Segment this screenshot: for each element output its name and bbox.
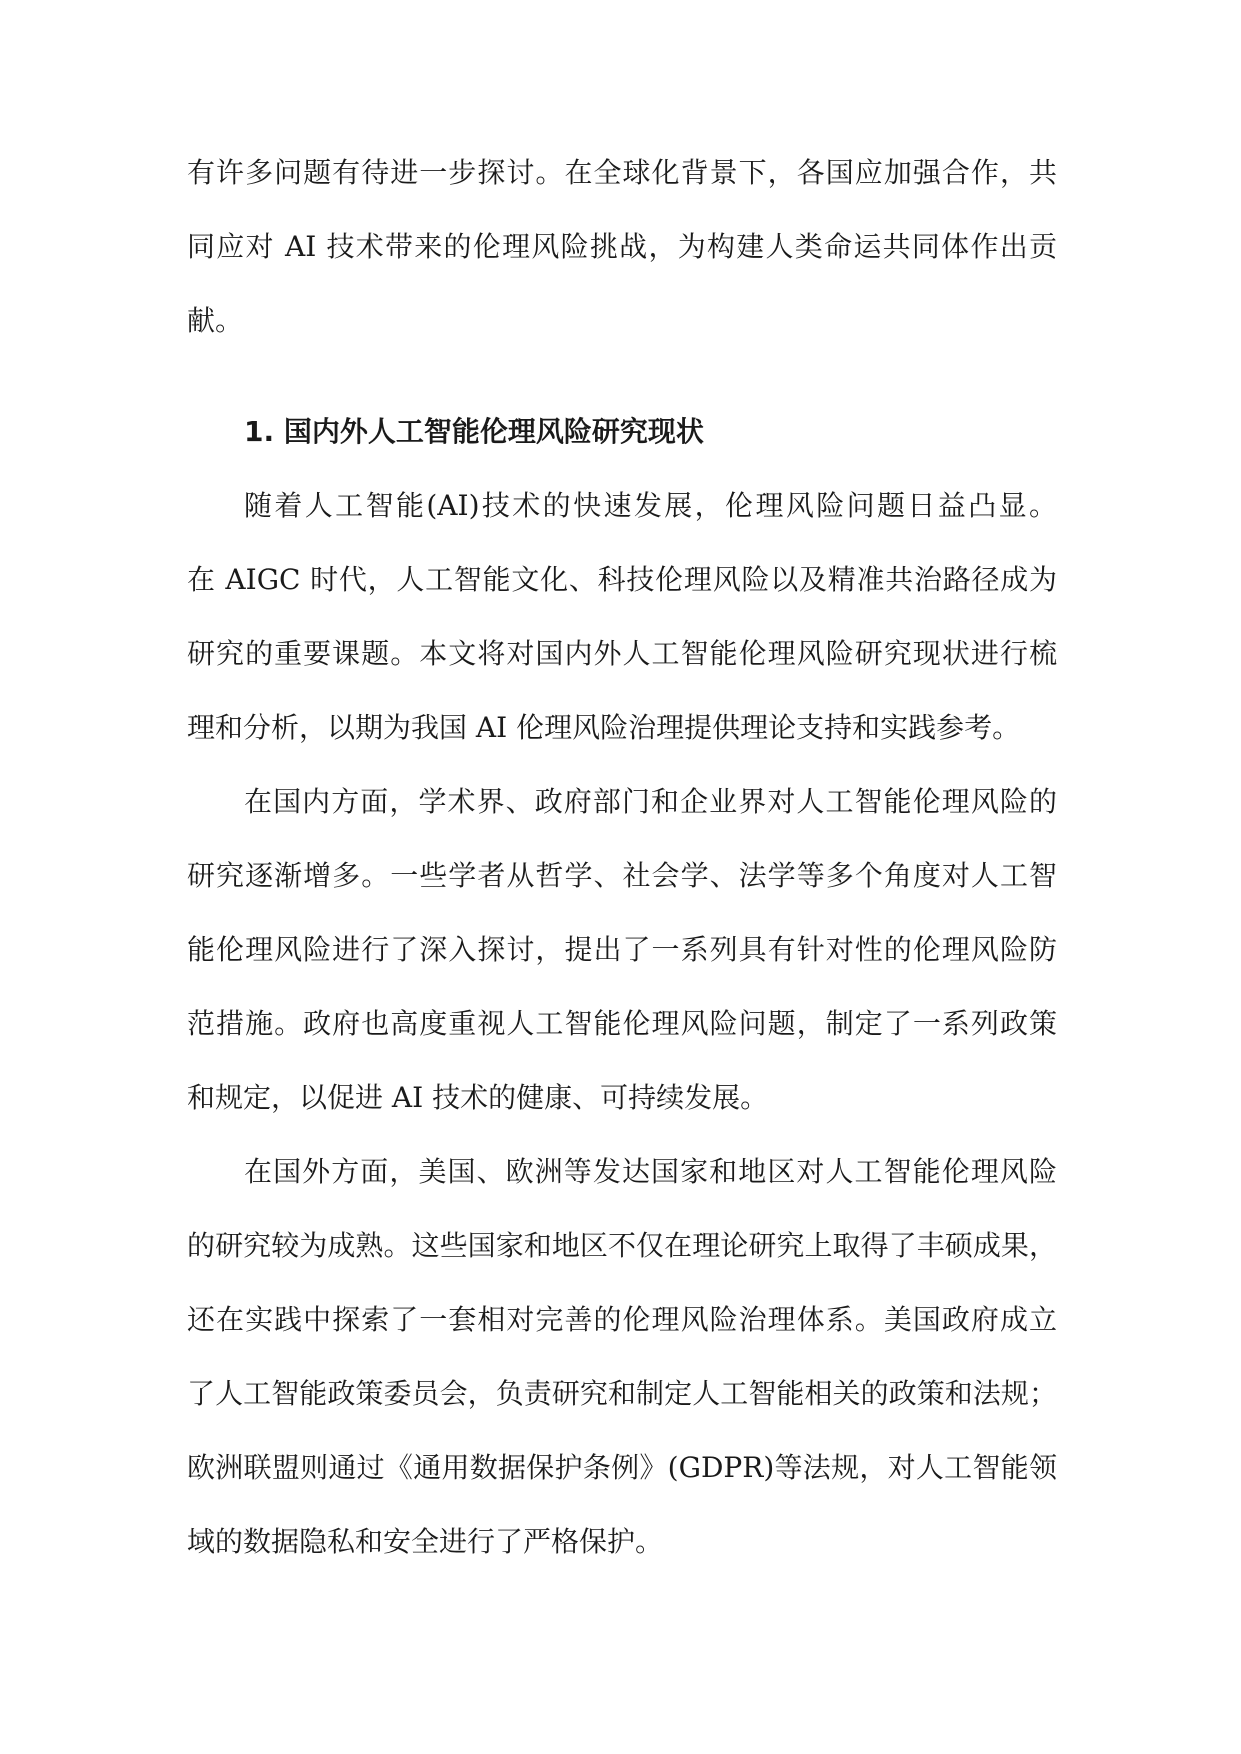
text-line: 随着人工智能(AI)技术的快速发展，伦理风险问题日益凸显。 — [244, 489, 1057, 522]
text-line: 理和分析，以期为我国 AI 伦理风险治理提供理论支持和实践参考。 — [187, 711, 1021, 744]
text-line: 同应对 AI 技术带来的伦理风险挑战，为构建人类命运共同体作出贡 — [187, 230, 1057, 263]
text-line: 有许多问题有待进一步探讨。在全球化背景下，各国应加强合作，共 — [187, 156, 1057, 189]
text-line: 研究的重要课题。本文将对国内外人工智能伦理风险研究现状进行梳 — [187, 637, 1057, 670]
text-line: 在国外方面，美国、欧洲等发达国家和地区对人工智能伦理风险 — [244, 1155, 1057, 1188]
spacer — [187, 367, 1057, 404]
section-heading: 1. 国内外人工智能伦理风险研究现状 — [244, 415, 704, 448]
paragraph-domestic — [187, 774, 1057, 1144]
paragraph-intro — [187, 478, 1057, 774]
text-line: 还在实践中探索了一套相对完善的伦理风险治理体系。美国政府成立 — [187, 1303, 1057, 1336]
paragraph-foreign — [187, 1144, 1057, 1588]
document-body — [187, 145, 1057, 1588]
text-line: 在国内方面，学术界、政府部门和企业界对人工智能伦理风险的 — [244, 785, 1057, 818]
text-line: 域的数据隐私和安全进行了严格保护。 — [187, 1525, 664, 1558]
text-line: 的研究较为成熟。这些国家和地区不仅在理论研究上取得了丰硕成果， — [187, 1229, 1057, 1262]
text-line: 研究逐渐增多。一些学者从哲学、社会学、法学等多个角度对人工智 — [187, 859, 1057, 892]
paragraph-continuation — [187, 145, 1057, 367]
text-line: 献。 — [187, 304, 244, 337]
text-line: 在 AIGC 时代，人工智能文化、科技伦理风险以及精准共治路径成为 — [187, 563, 1057, 596]
text-line: 欧洲联盟则通过《通用数据保护条例》(GDPR)等法规，对人工智能领 — [187, 1451, 1057, 1484]
text-line: 范措施。政府也高度重视人工智能伦理风险问题，制定了一系列政策 — [187, 1007, 1057, 1040]
text-line: 能伦理风险进行了深入探讨，提出了一系列具有针对性的伦理风险防 — [187, 933, 1057, 966]
text-line: 和规定，以促进 AI 技术的健康、可持续发展。 — [187, 1081, 769, 1114]
text-line: 了人工智能政策委员会，负责研究和制定人工智能相关的政策和法规； — [187, 1377, 1057, 1410]
